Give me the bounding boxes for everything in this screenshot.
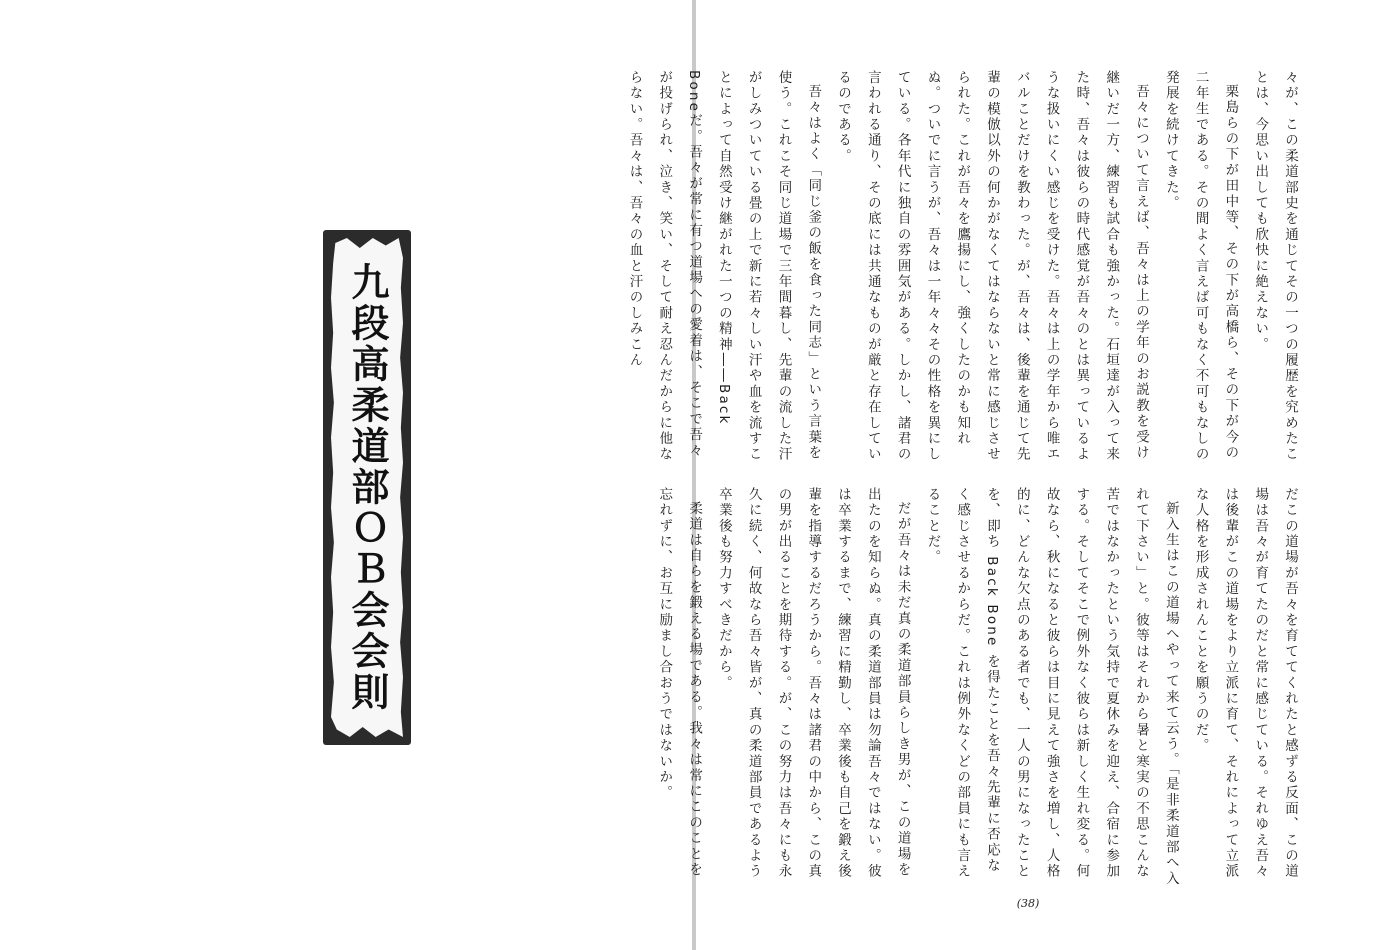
paragraph: 々が、この柔道部史を通じてその一つの履歴を究めたことは、今思い出しても欣快に絶えない。 xyxy=(1252,70,1298,463)
body-text-top xyxy=(626,70,1304,465)
body-text-bottom xyxy=(656,487,1304,887)
paragraph: 吾々について言えば、吾々は上の学年のお説教を受け継いだ一方、練習も試合も強かった。石垣達が入って来た時、吾々は彼らの時代感覚が吾々のとは異っているような扱いにくい感じを受けた。吾々は上の学年から唯エバルことだけを教わった。が、吾々は、後輩を通じて先輩の模倣以外の何かがなくてはならないと常に感じさせられた。これが吾々を鷹揚にし、強くしたのかも知れぬ。ついでに言うが、吾々は一年々々その性格を異にしている。各年代に独自の雰囲気がある。しかし、諸君の言われる通り、その底には共通なものが厳と存在しているのである。 xyxy=(835,70,1150,463)
page-number: (38) xyxy=(1016,897,1040,910)
page-title: 九段高柔道部ＯＢ会会則 xyxy=(345,262,390,713)
left-page xyxy=(0,0,692,950)
paragraph: 吾々はよく「同じ釜の飯を食った同志」という言葉を使う。これこそ同じ道場で三年間暮し、先輩の流した汗がしみついている畳の上で新に若々しい汗や血を流すことによって自然受け継がれた一つの精神――Back Boneだ。吾々が常に有つ道場への愛着は、そこで吾々が投げられ、泣き、笑い、そして耐え忍んだからに他ならない。吾々は、吾々の血と汗のしみこん xyxy=(626,70,822,463)
paragraph: 柔道は自らを鍛える場である。我々は常にこのことを忘れずに、お互に励まし合おうではないか。 xyxy=(656,487,703,878)
paragraph: だこの道場が吾々を育ててくれたと感ずる反面、この道場は吾々が育てたのだと常に感じている。それゆえ吾々は後輩がこの道場をより立派に育て、それによって立派な人格を形成されんことを願うのだ。 xyxy=(1192,487,1298,880)
paragraph: だが吾々は未だ真の柔道部員らしき男が、この道場を出たのを知らぬ。真の柔道部員は勿論吾々ではない。彼は卒業するまで、練習に精勤し、卒業後も自己を鍛え後輩を指導するだろうから。吾々は諸君の中から、この真の男が出ることを期待する。が、この努力は吾々にも永久に続く、何故なら吾々皆が、真の柔道部員であるよう卒業後も努力すべきだから。 xyxy=(715,487,911,880)
paragraph: 新入生はこの道場へやって来て云う。「是非柔道部へ入れて下さい」と。彼等はそれから暑と寒実の不思こんな苦ではなかったという気持で夏休みを迎え、合宿に参加する。そしてそこで例外なく彼らは新しく生れ変る。何故なら、秋になると彼らは目に見えて強さを増し、人格的に、どんな欠点のある者でも、一人の男になったことを、即ち Back Bone を得たことを吾々先輩に否応なく感じさせるからだ。これは例外なくどの部員にも言えることだ。 xyxy=(924,487,1179,887)
paragraph: 栗島らの下が田中等、その下が高橋ら、その下が今の二年生である。その間よく言えば可もなく不可もなしの発展を続けてきた。 xyxy=(1162,70,1239,463)
title-banner xyxy=(323,230,411,745)
